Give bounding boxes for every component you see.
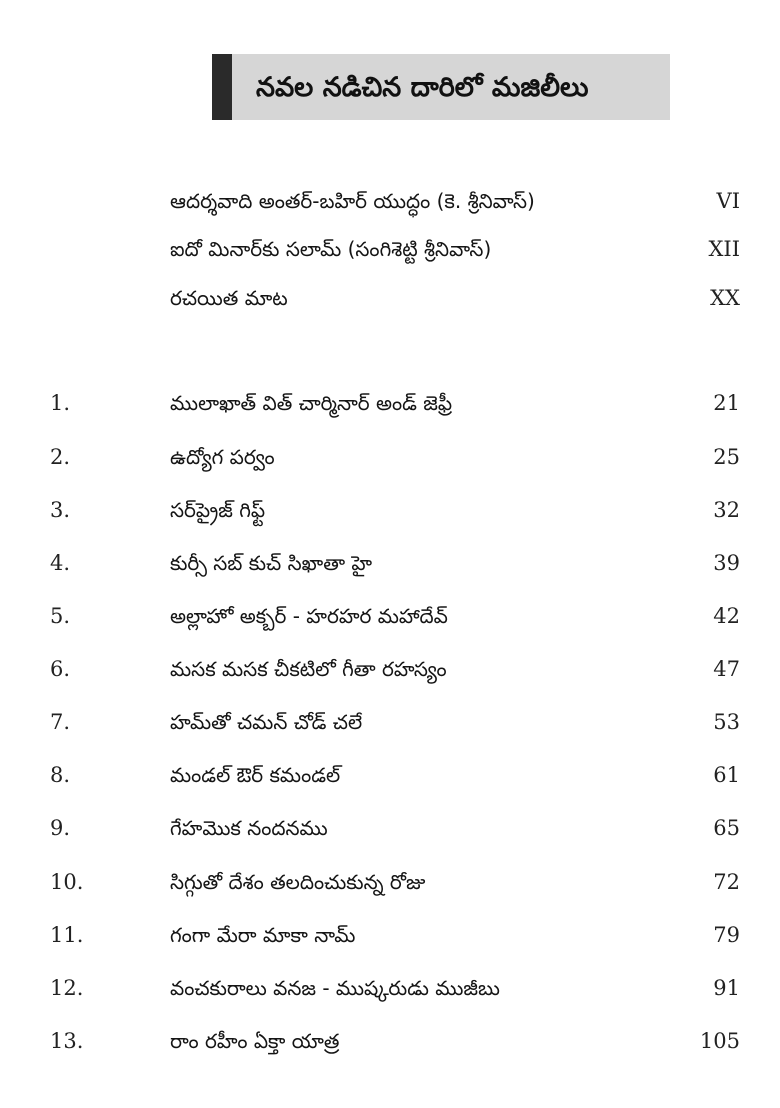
toc-label: ఐదో మినార్‌కు సలామ్ (సంగిశెట్టి శ్రీనివాస్) xyxy=(170,237,492,261)
toc-front-row[interactable] xyxy=(0,278,780,318)
chapter-page-number: 61 xyxy=(713,763,740,787)
chapter-title: గంగా మేరా మాకా నామ్ xyxy=(170,923,356,947)
chapter-number: 13. xyxy=(50,1029,84,1053)
chapter-number: 8. xyxy=(50,763,71,787)
chapter-page-number: 21 xyxy=(713,391,740,415)
toc-label: రచయిత మాట xyxy=(170,286,288,310)
toc-chapter-row[interactable] xyxy=(0,808,780,848)
chapter-page-number: 39 xyxy=(713,551,740,575)
toc-page-number: XX xyxy=(710,286,740,310)
toc-page-number: VI xyxy=(716,189,740,213)
chapter-title: సర్‌ప్రైజ్ గిఫ్ట్ xyxy=(170,498,266,522)
chapter-number: 11. xyxy=(50,923,84,947)
toc-chapter-row[interactable] xyxy=(0,383,780,423)
page-title: నవల నడిచిన దారిలో మజిలీలు xyxy=(256,72,589,103)
chapter-title: వంచకురాలు వనజ - ముష్కరుడు ముజీబు xyxy=(170,976,500,1000)
chapter-title: మసక మసక చీకటిలో గీతా రహస్యం xyxy=(170,657,447,681)
chapter-title: హమ్‌తో చమన్ చోడ్ చలే xyxy=(170,710,363,734)
toc-chapter-row[interactable] xyxy=(0,437,780,477)
chapter-page-number: 32 xyxy=(713,498,740,522)
toc-page-number: XII xyxy=(708,237,740,261)
chapter-number: 3. xyxy=(50,498,71,522)
title-accent-bar xyxy=(212,54,232,120)
chapter-number: 7. xyxy=(50,710,71,734)
toc-chapter-row[interactable] xyxy=(0,490,780,530)
chapter-title: అల్లాహో అక్బర్ - హరహర మహాదేవ్ xyxy=(170,604,448,628)
toc-chapter-row[interactable] xyxy=(0,755,780,795)
chapter-page-number: 65 xyxy=(713,816,740,840)
toc-chapter-row[interactable] xyxy=(0,862,780,902)
chapter-number: 1. xyxy=(50,391,71,415)
chapter-title: కుర్సీ సబ్ కుచ్ సిఖాతా హై xyxy=(170,551,373,575)
toc-chapter-row[interactable] xyxy=(0,649,780,689)
toc-chapter-row[interactable] xyxy=(0,702,780,742)
toc-front-row[interactable] xyxy=(0,181,780,221)
chapter-number: 6. xyxy=(50,657,71,681)
toc-chapter-row[interactable] xyxy=(0,1021,780,1061)
chapter-title: రాం రహీం ఏక్తా యాత్ర xyxy=(170,1029,340,1053)
chapter-title: మండల్ ఔర్ కమండల్ xyxy=(170,763,341,787)
chapter-number: 2. xyxy=(50,445,71,469)
chapter-page-number: 25 xyxy=(713,445,740,469)
toc-label: ఆదర్శవాది అంతర్-బహిర్ యుద్ధం (కె. శ్రీనివాస్) xyxy=(170,189,535,213)
chapter-title: సిగ్గుతో దేశం తలదించుకున్న రోజు xyxy=(170,870,426,894)
toc-chapter-row[interactable] xyxy=(0,968,780,1008)
toc-chapter-row[interactable] xyxy=(0,543,780,583)
toc-front-row[interactable] xyxy=(0,229,780,269)
toc-chapter-row[interactable] xyxy=(0,915,780,955)
chapter-number: 4. xyxy=(50,551,71,575)
chapter-page-number: 42 xyxy=(713,604,740,628)
chapter-number: 5. xyxy=(50,604,71,628)
chapter-page-number: 105 xyxy=(699,1029,740,1053)
chapter-number: 9. xyxy=(50,816,71,840)
chapter-page-number: 79 xyxy=(713,923,740,947)
chapter-page-number: 47 xyxy=(713,657,740,681)
chapter-page-number: 72 xyxy=(713,870,740,894)
chapter-title: గేహమొక నందనము xyxy=(170,816,328,840)
chapter-title: ములాఖాత్ విత్ చార్మినార్ అండ్ జెఫ్రీ xyxy=(170,391,453,415)
toc-chapter-row[interactable] xyxy=(0,596,780,636)
chapter-number: 10. xyxy=(50,870,84,894)
chapter-page-number: 53 xyxy=(713,710,740,734)
chapter-title: ఉద్యోగ పర్వం xyxy=(170,445,275,469)
title-banner xyxy=(212,54,670,120)
chapter-page-number: 91 xyxy=(713,976,740,1000)
chapter-number: 12. xyxy=(50,976,84,1000)
